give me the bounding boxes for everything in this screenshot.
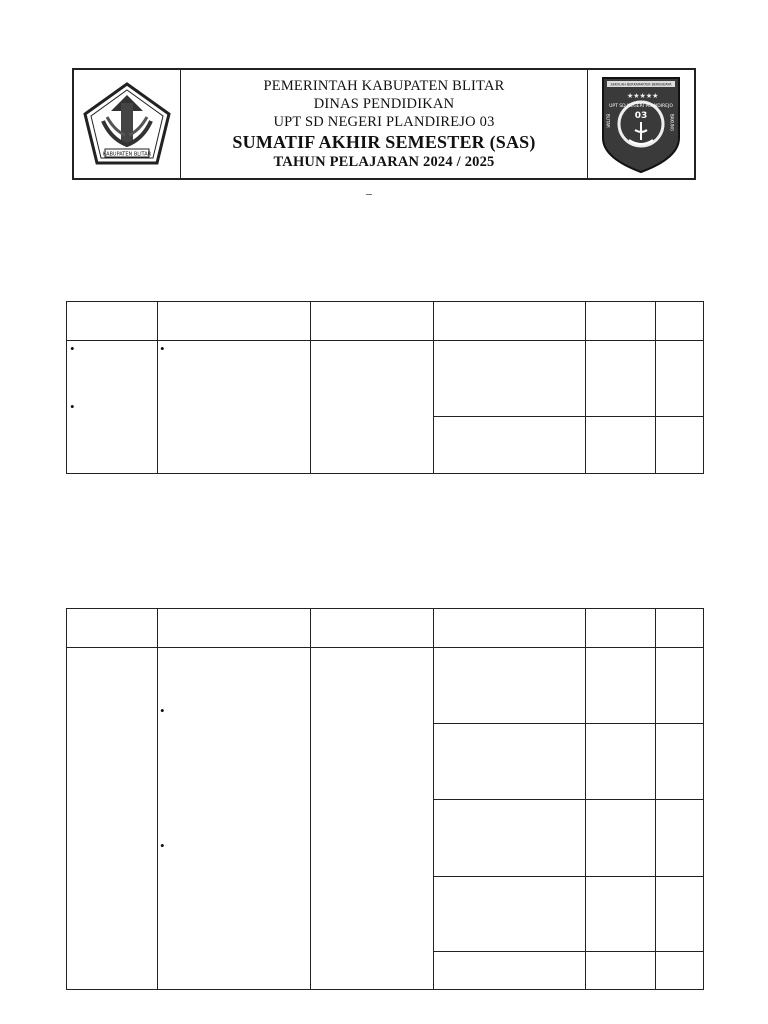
table-cell [586, 341, 656, 417]
table-cell [158, 341, 311, 474]
bullet-point: • [70, 399, 75, 414]
table-cell [311, 341, 434, 474]
table-cell [656, 724, 704, 800]
table-cell [656, 648, 704, 724]
separator-dash: – [366, 186, 372, 200]
table-row [67, 341, 704, 417]
crest-top-banner: SEKOLAH BERKARAKTER BERBUDAYA [610, 82, 672, 87]
header-cell [311, 609, 434, 648]
header-cell [434, 609, 586, 648]
header-cell [586, 609, 656, 648]
header-title-block [181, 70, 587, 178]
table-cell [434, 341, 586, 417]
table-cell [67, 341, 158, 474]
assessment-table-2 [66, 608, 704, 990]
table-cell [434, 648, 586, 724]
table-cell [434, 417, 586, 474]
header-cell [311, 302, 434, 341]
table-cell [656, 417, 704, 474]
header-department-line: DINAS PENDIDIKAN [313, 95, 455, 112]
table-cell [434, 877, 586, 952]
header-cell [656, 609, 704, 648]
crest-left-side-text: BLITAR [605, 114, 611, 128]
header-cell [434, 302, 586, 341]
table-cell [656, 877, 704, 952]
right-logo-cell [587, 70, 694, 178]
table-cell [586, 877, 656, 952]
document-header [72, 68, 696, 180]
table-cell [586, 648, 656, 724]
header-cell [67, 302, 158, 341]
table-cell [586, 724, 656, 800]
table-cell [158, 648, 311, 990]
header-exam-title: SUMATIF AKHIR SEMESTER (SAS) [232, 131, 536, 152]
table-cell [67, 648, 158, 990]
bullet-point: • [160, 703, 165, 718]
left-logo-cell [74, 70, 181, 178]
header-academic-year: TAHUN PELAJARAN 2024 / 2025 [273, 154, 495, 171]
header-cell [67, 609, 158, 648]
bullet-point: • [70, 341, 75, 356]
crest-right-side-text: BAKUNG [669, 114, 675, 132]
table-cell [586, 800, 656, 877]
header-government-line: PEMERINTAH KABUPATEN BLITAR [263, 77, 505, 94]
bullet-point: • [160, 341, 165, 356]
table-cell [656, 952, 704, 990]
header-cell [656, 302, 704, 341]
crest-ring-text: UPT SD NEGERI PLANDIREJO [609, 104, 673, 109]
table-header-row [67, 302, 704, 341]
header-cell [586, 302, 656, 341]
bullet-point: • [160, 838, 165, 853]
assessment-table-1 [66, 301, 704, 474]
table-row [67, 648, 704, 724]
table-cell [656, 800, 704, 877]
table-cell [311, 648, 434, 990]
header-cell [158, 302, 311, 341]
emblem-caption: KABUPATEN BLITAR [102, 151, 152, 158]
table-cell [434, 724, 586, 800]
table-cell [434, 800, 586, 877]
table-header-row [67, 609, 704, 648]
kabupaten-blitar-emblem-icon [81, 81, 173, 167]
table-cell [656, 341, 704, 417]
header-cell [158, 609, 311, 648]
crest-number: 03 [634, 111, 648, 121]
table-cell [434, 952, 586, 990]
table-cell [586, 952, 656, 990]
table-cell [586, 417, 656, 474]
header-school-line: UPT SD NEGERI PLANDIREJO 03 [273, 113, 495, 130]
school-crest-icon [599, 74, 683, 174]
crest-stars-icon: ★★★★★ [627, 92, 659, 100]
